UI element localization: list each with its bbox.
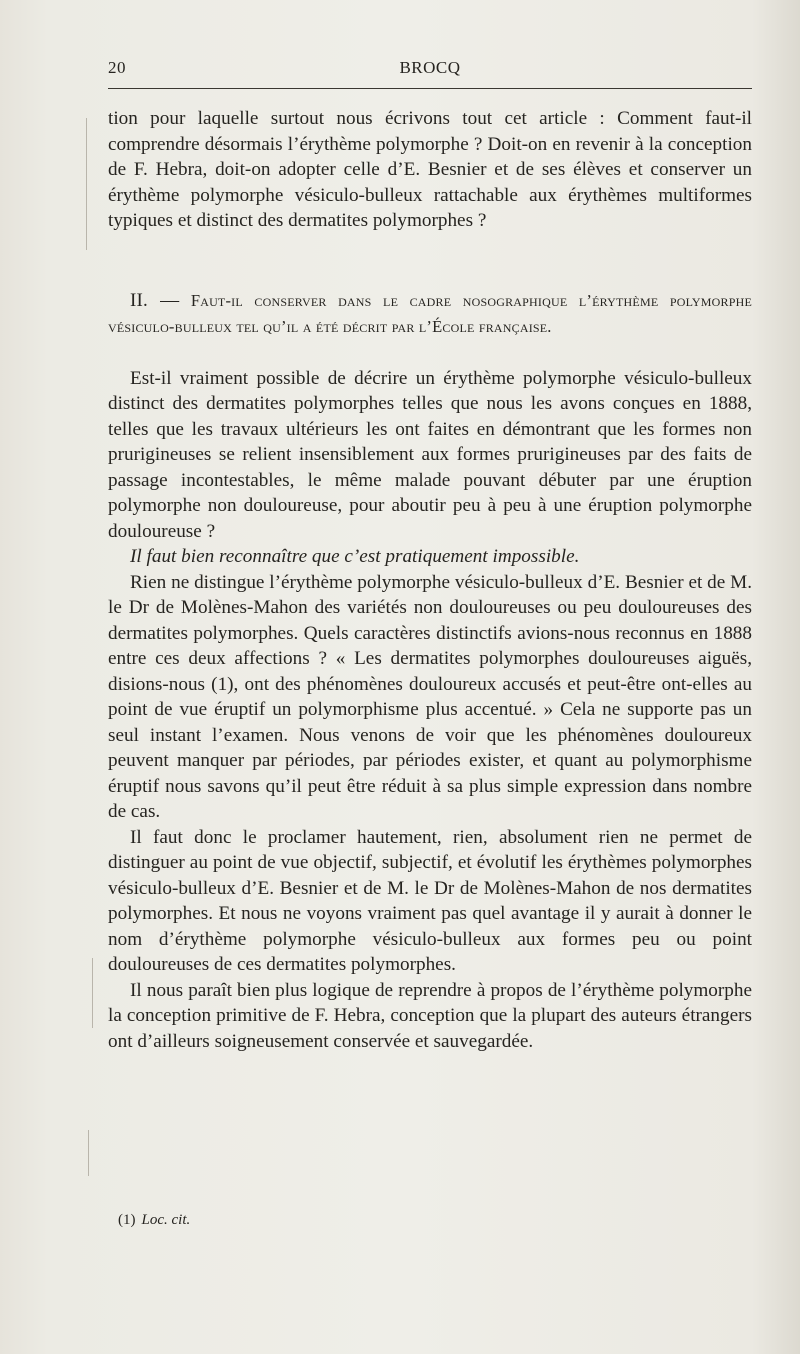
page-body [108, 106, 752, 1054]
running-title: BROCQ [399, 58, 461, 77]
margin-pencil-mark [92, 958, 93, 1028]
paragraph: Rien ne distingue l’érythème polymorphe vésiculo-bulleux d’E. Besnier et de M. le Dr de Molènes-Mahon des variétés non douloureuses ou peu douloureuses des dermatites polymorphes. Quels caractères distinctifs avions-nous reconnus en 1888 entre ces deux affections ? « Les dermatites polymorphes douloureuses aiguës, disions-nous (1), ont des phénomènes douloureux accusés et peut-être ont-elles au point de vue éruptif un polymorphisme plus accentué. » Cela ne supporte pas un seul instant l’examen. Nous venons de voir que les phénomènes douloureux peuvent manquer par périodes, par périodes exister, et quant au polymorphisme éruptif nous savons qu’il peut être réduit à sa plus simple expression dans nombre de cas. [108, 571, 752, 822]
italic-statement: Il faut bien reconnaître que c’est pratiquement impossible. [130, 546, 580, 567]
footnote-text: Loc. cit. [141, 1212, 191, 1228]
paragraph: Il nous paraît bien plus logique de reprendre à propos de l’érythème polymorphe la conception primitive de F. Hebra, conception que la plupart des auteurs étrangers ont d’ailleurs soigneusement conservée et sauvegardée. [108, 979, 752, 1052]
section-heading [108, 288, 752, 340]
section-number: II. — [130, 289, 180, 311]
margin-pencil-mark [88, 1130, 89, 1176]
paragraph: Il faut donc le proclamer hautement, rien, absolument rien ne permet de distinguer au point de vue objectif, subjectif, et évolutif les érythèmes polymorphes vésiculo-bulleux d’E. Besnier et de M. le Dr de Molènes-Mahon de nos dermatites polymorphes. Et nous ne voyons vraiment pas quel avantage il y aurait à donner le nom d’érythème polymorphe vésiculo-bulleux aux formes peu ou point douloureuses de ces dermatites polymorphes. [108, 826, 752, 975]
section-title: Faut-il conserver dans le cadre nosographique l’érythème polymorphe vésiculo-bulleux tel qu’il a été décrit par l’École française. [108, 290, 752, 336]
paragraph-continuation: tion pour laquelle surtout nous écrivons tout cet article : Comment faut-il comprendre désormais l’érythème polymorphe ? Doit-on en revenir à la conception de F. Hebra, doit-on adopter celle d’E. Besnier et de ses élèves et conserver un érythème polymorphe vésiculo-bulleux rattachable aux érythèmes multiformes typiques et distinct des dermatites polymorphes ? [108, 108, 752, 231]
header-rule [108, 88, 752, 89]
page-number: 20 [108, 58, 126, 77]
page-header [108, 58, 752, 82]
footnote [118, 1212, 190, 1229]
margin-pencil-mark [86, 118, 87, 250]
footnote-marker: (1) [118, 1212, 136, 1228]
paragraph: Est-il vraiment possible de décrire un érythème polymorphe vésiculo-bulleux distinct des dermatites polymorphes telles que nous les avons conçues en 1888, telles que les travaux ultérieurs les ont faites en démontrant que les formes non prurigineuses se relient insensiblement aux formes prurigineuses par des faits de passage incontestables, le même malade pouvant débuter par une éruption polymorphe non douloureuse, pour aboutir peu à peu à une éruption polymorphe douloureuse ? [108, 367, 752, 542]
